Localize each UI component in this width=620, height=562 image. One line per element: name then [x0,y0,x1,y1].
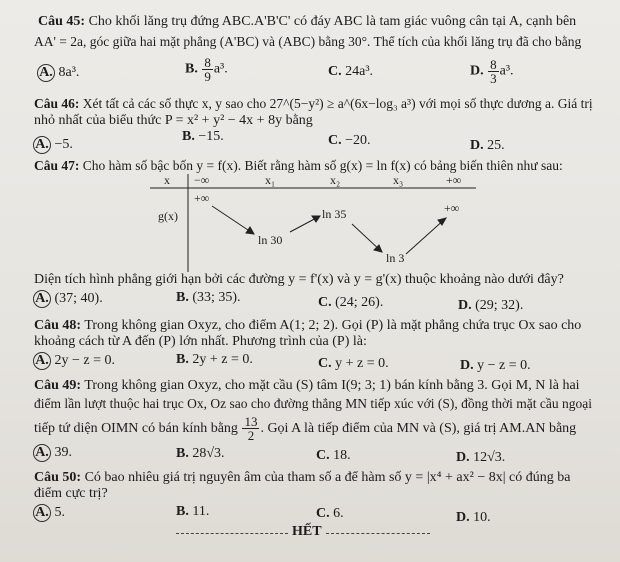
q49-line3: tiếp tứ diện OIMN có bán kính bằng $\frac{13}{2}$ . Gọi A là tiếp điểm của MN và (S), giá trị AM.AN bằng [34,414,577,444]
q46-option-d[interactable]: D. 25. [470,138,505,153]
q48-line2: khoảng cách từ A đến (P) lớn nhất. Phương trình của (P) là: [34,334,367,349]
table-x-2: x₂ [330,173,341,187]
q48-option-d[interactable]: D. y − z = 0. [460,358,531,373]
q49-option-d[interactable]: D. 12√3. [456,450,506,465]
q49-option-b[interactable]: B. 28√3. [176,446,225,461]
q46-option-b[interactable]: B. −15. [182,129,224,144]
q45-option-c[interactable]: C. 24a³. [328,64,374,79]
q46-option-a[interactable]: A. −5. [36,136,73,154]
table-g-3: ln 3 [386,251,405,265]
q49-option-a[interactable]: A. 39. [36,444,72,462]
q45-option-b-fraction: $\frac{8}{9}$ [204,55,211,84]
q46-option-c[interactable]: C. −20. [328,133,371,148]
q45-line2: AA' = 2a, góc giữa hai mặt phẳng (A'BC) và (ABC) bằng 30°. Thể tích của khối lăng trụ đã cho bằng [34,34,582,49]
table-x-3: x₃ [393,173,404,187]
q50-option-d[interactable]: D. 10. [456,510,491,525]
q47-option-c[interactable]: C. (24; 26). [318,295,384,310]
q50-line1: Câu 50: Có bao nhiêu giá trị nguyên âm của tham số a để hàm số y = |x⁴ + ax² − 8x| có đúng ba [34,470,571,485]
q45-line1: Câu 45: Cho khối lăng trụ đứng ABC.A'B'C' có đáy ABC là tam giác vuông cân tại A, cạnh bên [38,14,577,29]
q47-line1: Câu 47: Cho hàm số bậc bốn y = f(x). Biết rằng hàm số g(x) = ln f(x) có bảng biến thiên như sau: [34,158,563,173]
q48-option-b[interactable]: B. 2y + z = 0. [176,352,253,367]
q49-option-c[interactable]: C. 18. [316,448,351,463]
table-g-0: +∞ [194,191,210,205]
q47-option-d[interactable]: D. (29; 32). [458,298,524,313]
q47-option-a[interactable]: A. (37; 40). [36,290,103,308]
q49-line2: điểm lần lượt thuộc hai trục Ox, Oz sao cho đường thẳng MN tiếp xúc với (S), đồng thời mặt cầu ngoại [34,396,592,411]
table-x-1: x₁ [265,173,276,187]
table-g-1: ln 30 [258,233,283,247]
q48-line1: Câu 48: Trong không gian Oxyz, cho điểm A(1; 2; 2). Gọi (P) là mặt phẳng chứa trục Ox sao cho [34,318,582,333]
table-g-2: ln 35 [322,207,347,221]
table-x-0: −∞ [194,173,210,187]
q47-option-b[interactable]: B. (33; 35). [176,290,241,305]
table-x-label: x [164,173,170,187]
q46-line1: Câu 46: Xét tất cả các số thực x, y sao cho 27^(5−y²) ≥ a^(6x−log₃ a³) với mọi số thực dương a. Giá trị [34,96,593,111]
table-g-4: +∞ [444,201,460,215]
q50-line2: điểm cực trị? [34,486,108,501]
q45-option-d-fraction: $\frac{8}{3}$ [490,57,497,86]
footer-end-label: HẾT [292,524,322,539]
q50-option-c[interactable]: C. 6. [316,506,344,521]
q45-option-a[interactable]: A. 8a³. [40,64,79,82]
table-g-label: g(x) [158,209,178,223]
q45-option-d[interactable]: D. $\frac{8}{3}$ a³. [470,57,514,86]
q50-option-b[interactable]: B. 11. [176,504,210,519]
q49-line1: Câu 49: Trong không gian Oxyz, cho mặt cầu (S) tâm I(9; 3; 1) bán kính bằng 3. Gọi M, N là hai [34,378,580,393]
q48-option-a[interactable]: A. 2y − z = 0. [36,352,115,370]
footer-rule-left [176,533,288,534]
q50-option-a[interactable]: A. 5. [36,504,65,522]
q45-option-b[interactable]: B. $\frac{8}{9}$ a³. [185,55,228,84]
table-x-4: +∞ [446,173,462,187]
q49-radius-fraction: $\frac{13}{2}$ [244,414,258,444]
footer-rule-right [326,533,430,534]
q47-line2: Diện tích hình phẳng giới hạn bởi các đường y = f'(x) và y = g'(x) thuộc khoảng nào dưới đây? [34,272,564,287]
q46-line2: nhỏ nhất của biểu thức P = x² + y² − 4x + 8y bằng [34,113,313,128]
variation-table [150,172,480,272]
q48-option-c[interactable]: C. y + z = 0. [318,356,389,371]
